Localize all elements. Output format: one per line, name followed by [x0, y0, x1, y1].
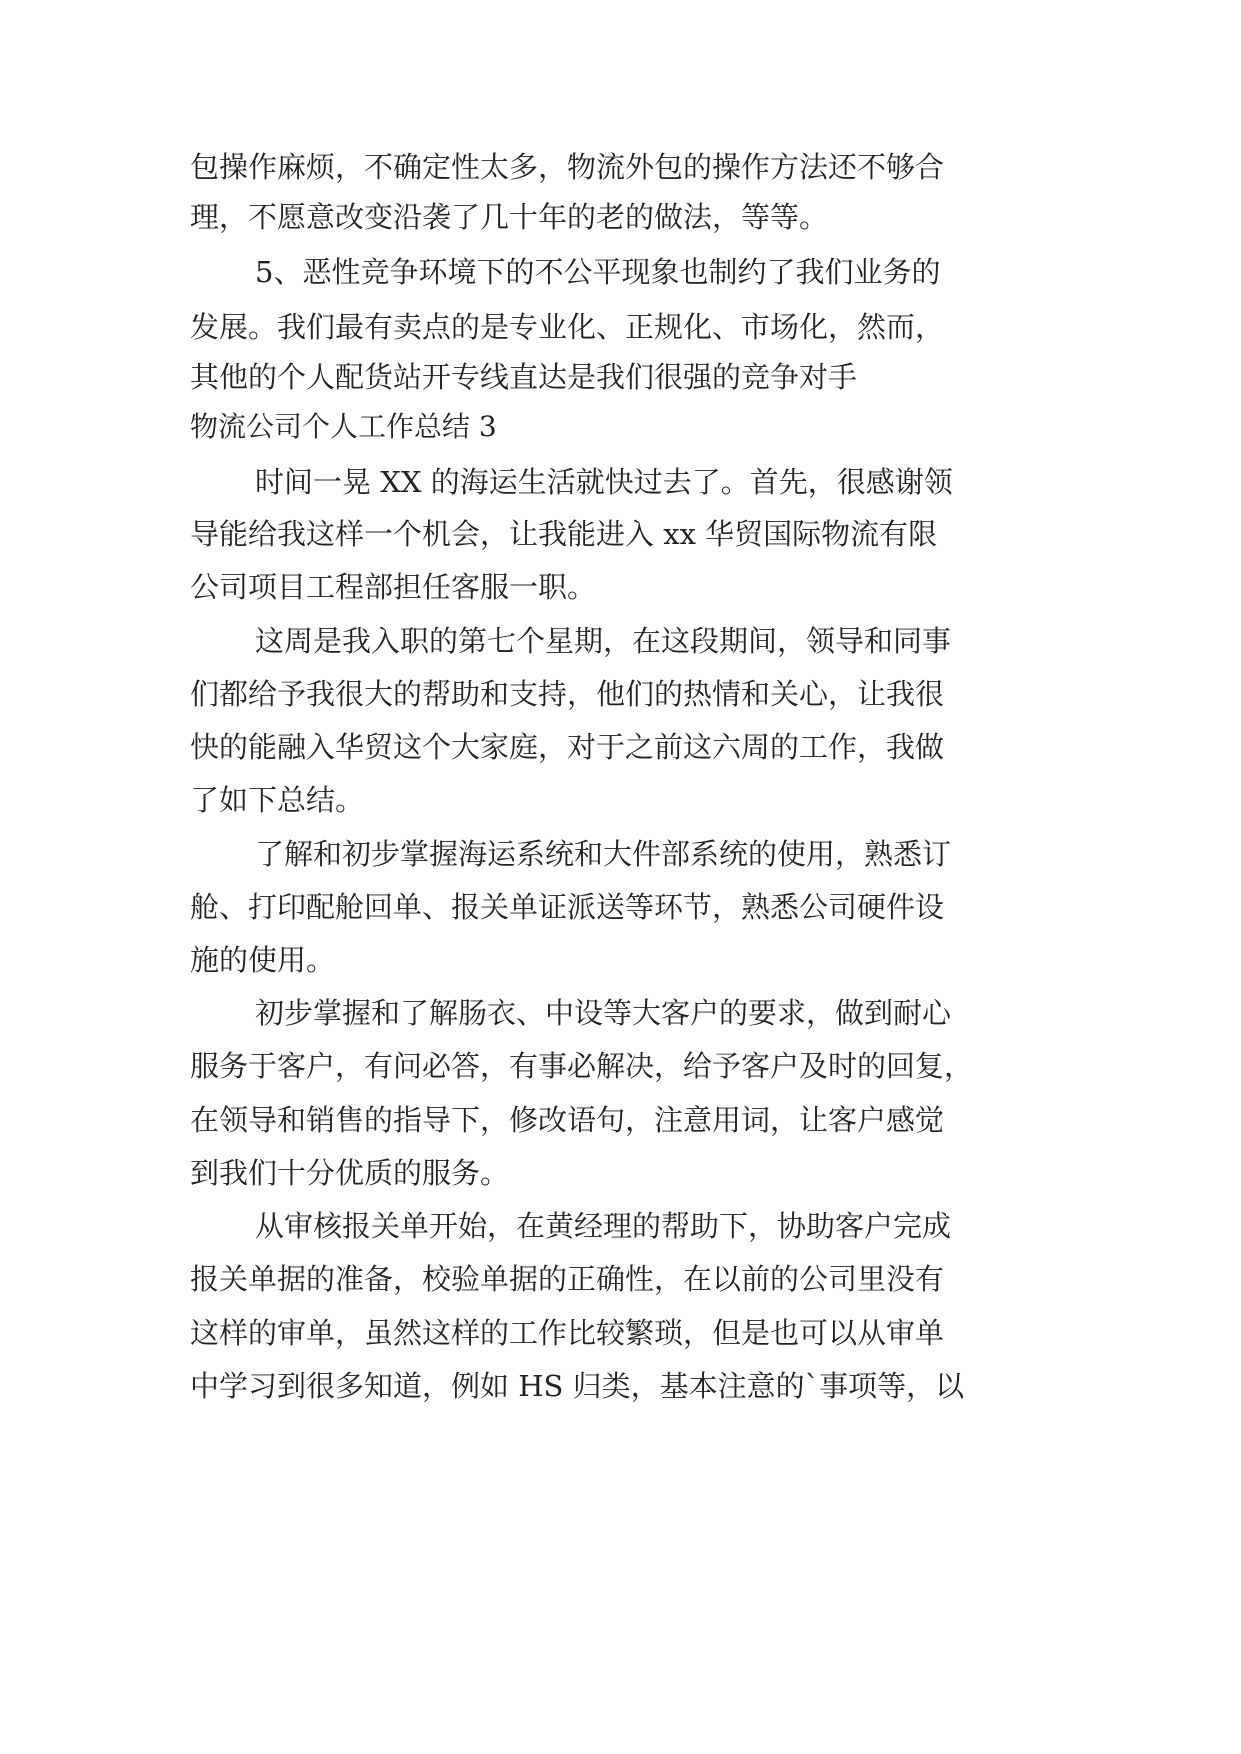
text-line: 到我们十分优质的服务。 [190, 1156, 510, 1190]
text-line: 时间一晃 XX 的海运生活就快过去了。首先，很感谢领 [255, 465, 953, 499]
text-line: 包操作麻烦，不确定性太多，物流外包的操作方法还不够合 [190, 150, 945, 184]
text-line: 施的使用。 [190, 943, 336, 977]
text-line: 报关单据的准备，校验单据的正确性，在以前的公司里没有 [190, 1262, 945, 1296]
text-line: 快的能融入华贸这个大家庭，对于之前这六周的工作，我做 [190, 730, 945, 764]
text-line: 舱、打印配舱回单、报关单证派送等环节，熟悉公司硬件设 [190, 890, 945, 924]
text-line: 发展。我们最有卖点的是专业化、正规化、市场化，然而， [190, 310, 945, 344]
text-line: 从审核报关单开始，在黄经理的帮助下，协助客户完成 [255, 1209, 952, 1243]
text-line: 了解和初步掌握海运系统和大件部系统的使用，熟悉订 [255, 837, 952, 871]
text-line: 在领导和销售的指导下，修改语句，注意用词，让客户感觉 [190, 1103, 945, 1137]
text-line: 中学习到很多知道，例如 HS 归类，基本注意的`事项等，以 [190, 1369, 965, 1403]
text-line: 们都给予我很大的帮助和支持，他们的热情和关心，让我很 [190, 677, 945, 711]
text-line: 导能给我这样一个机会，让我能进入 xx 华贸国际物流有限 [190, 517, 938, 551]
text-line: 其他的个人配货站开专线直达是我们很强的竞争对手 [190, 360, 858, 394]
text-line: 公司项目工程部担任客服一职。 [190, 570, 597, 604]
text-line: 初步掌握和了解肠衣、中设等大客户的要求，做到耐心 [255, 996, 952, 1030]
text-line: 这周是我入职的第七个星期，在这段期间，领导和同事 [255, 624, 952, 658]
section-title: 物流公司个人工作总结 3 [190, 410, 497, 443]
text-line: 了如下总结。 [190, 783, 365, 817]
text-line: 这样的审单，虽然这样的工作比较繁琐，但是也可以从审单 [190, 1316, 945, 1350]
text-line: 5、恶性竞争环境下的不公平现象也制约了我们业务的 [255, 255, 941, 289]
text-line: 理，不愿意改变沿袭了几十年的老的做法，等等。 [190, 200, 829, 234]
text-line: 服务于客户，有问必答，有事必解决，给予客户及时的回复， [190, 1049, 974, 1083]
